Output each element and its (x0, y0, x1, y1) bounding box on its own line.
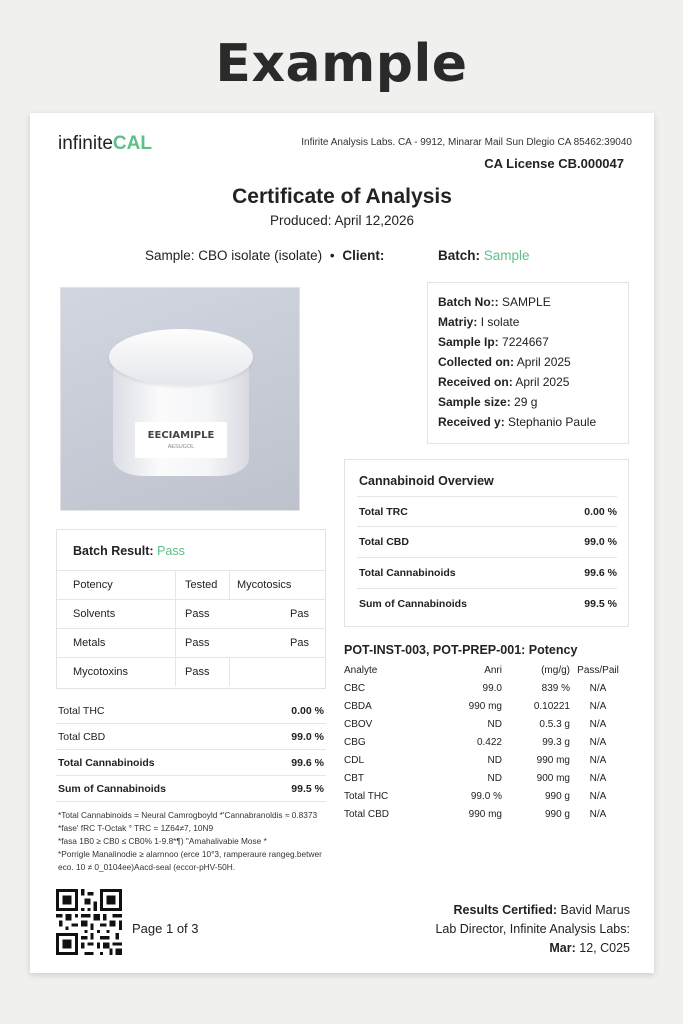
product-photo (60, 287, 300, 511)
totals-label: Sum of Cannabinoids (58, 783, 166, 795)
potency-cell: ND (487, 755, 502, 766)
result-cell: Mycotosics (237, 579, 292, 591)
potency-cell: 990 g (544, 809, 570, 820)
info-value: Stephanio Paule (508, 415, 597, 429)
result-row (57, 657, 325, 686)
info-label: Sample size: (438, 395, 511, 409)
info-label: Received y: (438, 415, 505, 429)
result-cell: Pass (185, 666, 210, 678)
overview-value: 0.00 % (584, 506, 617, 518)
potency-cell: 990 g (544, 791, 570, 802)
potency-cell: CBOV (344, 719, 373, 730)
overview-label: Total CBD (359, 536, 409, 548)
result-cell: Pass (185, 637, 210, 649)
result-row (57, 599, 325, 628)
lab-director-line: Lab Director, Infinite Analysis Labs: (435, 922, 630, 936)
batch-result-grid (57, 570, 325, 686)
logo-prefix: infinite (58, 133, 113, 154)
info-row-received (438, 375, 628, 395)
potency-header: Pass/Pail (577, 665, 619, 676)
potency-row (344, 735, 629, 753)
potency-cell: N/A (589, 683, 607, 694)
date-value: 12, C025 (579, 941, 630, 955)
info-value: April 2025 (516, 355, 571, 369)
certified-label: Results Certified: (453, 903, 558, 917)
potency-row (344, 789, 629, 807)
result-cell: Pas (290, 608, 309, 620)
batch-result-label: Batch Result: (73, 544, 154, 558)
certified-name: Bavid Marus (560, 903, 630, 917)
totals-label: Total CBD (58, 731, 106, 743)
info-label: Matriy: (438, 315, 478, 329)
potency-cell: 99.0 % (470, 791, 502, 802)
footnote-line: *Total Cannabinoids = Neural Camrogboyld *'Cannabranoldis ≈ 0.8373 (58, 810, 318, 820)
result-row (57, 570, 325, 599)
logo-suffix: CAL (112, 133, 152, 154)
overview-value: 99.0 % (584, 536, 617, 548)
potency-title: POT-INST-003, POT-PREP-001: Potency (344, 643, 578, 657)
totals-row (56, 698, 326, 724)
potency-row (344, 753, 629, 771)
potency-cell: 99.0 (482, 683, 502, 694)
overview-label: Sum of Cannabinoids (359, 598, 467, 610)
overview-value: 99.5 % (584, 598, 617, 610)
potency-header: Anri (484, 665, 502, 676)
totals-row (56, 724, 326, 750)
lab-address: Infirite Analysis Labs. CA - 9912, Minarar Mail Sun Dlegio CA 85462:39040 (301, 137, 632, 148)
date-label: Mar: (549, 941, 576, 955)
totals-value: 0.00 % (291, 705, 324, 717)
potency-cell: 0.422 (476, 737, 502, 748)
potency-cell: CBC (344, 683, 366, 694)
document-title: Certificate of Analysis (232, 185, 452, 208)
totals-value: 99.6 % (291, 757, 324, 769)
info-value: I solate (480, 315, 520, 329)
result-row (57, 628, 325, 657)
result-cell: Tested (185, 579, 218, 591)
certificate-sheet (30, 113, 654, 973)
potency-row (344, 771, 629, 789)
sample-info-box (427, 282, 629, 444)
potency-cell: 990 mg (468, 809, 502, 820)
license-label: CA License (484, 156, 555, 171)
batch-label: Batch: (438, 248, 481, 263)
totals-row (56, 776, 326, 802)
overview-label: Total TRC (359, 506, 408, 518)
potency-cell: N/A (589, 809, 607, 820)
certification-block (435, 901, 630, 958)
potency-cell: 990 mg (468, 701, 502, 712)
overview-row (357, 496, 617, 527)
overview-value: 99.6 % (584, 567, 617, 579)
result-cell: Potency (73, 579, 113, 591)
sample-value: CBO isolate (isolate) (198, 248, 323, 263)
footnote-line: *fasa 1B0 ≥ CB0 ≤ CB0% 1-9.8*¶) "Amahalivabie Mose * (58, 836, 267, 846)
totals-row (56, 750, 326, 776)
potency-cell: 0.10221 (533, 701, 570, 712)
footnotes (58, 809, 338, 874)
potency-cell: 839 % (541, 683, 570, 694)
license-number (484, 156, 624, 171)
jar-label (135, 422, 227, 458)
info-value: 7224667 (502, 335, 549, 349)
info-label: Batch No:: (438, 295, 499, 309)
potency-cell: CBT (344, 773, 364, 784)
overview-label: Total Cannabinoids (359, 567, 456, 579)
potency-cell: 99.3 g (542, 737, 570, 748)
info-row-received-by (438, 415, 628, 435)
brand-logo (58, 133, 152, 155)
qr-code-icon[interactable] (56, 889, 122, 955)
potency-cell: 900 mg (536, 773, 570, 784)
potency-cell: N/A (589, 755, 607, 766)
potency-cell: N/A (589, 791, 607, 802)
result-cell: Pass (185, 608, 210, 620)
page-number: Page 1 of 3 (132, 921, 199, 936)
batch-result-box (56, 529, 326, 689)
totals-label: Total THC (58, 705, 105, 717)
potency-row (344, 681, 629, 699)
potency-header-row (344, 663, 629, 681)
footnote-line: eco. 10 ≠ 0_0104ee)Aacd-seal (eccor-pHV-50H. (58, 862, 236, 872)
info-label: Received on: (438, 375, 513, 389)
potency-cell: N/A (589, 737, 607, 748)
info-row-matrix (438, 315, 628, 335)
potency-cell: Total CBD (344, 809, 390, 820)
client-label: Client: (342, 248, 385, 263)
license-value: CB.000047 (558, 156, 624, 171)
jar-label-subtext: AESUGOL (167, 444, 195, 450)
sample-line (145, 248, 384, 263)
totals-label: Total Cannabinoids (58, 757, 155, 769)
info-row-collected (438, 355, 628, 375)
info-label: Sample Ip: (438, 335, 499, 349)
totals-value: 99.5 % (291, 783, 324, 795)
info-row-batch-no (438, 295, 628, 315)
jar-lid (109, 329, 253, 385)
sample-label: Sample: (145, 248, 195, 263)
potency-header: (mg/g) (541, 665, 570, 676)
potency-table (344, 643, 629, 825)
potency-cell: CBDA (344, 701, 372, 712)
potency-cell: 0.5.3 g (539, 719, 570, 730)
footnote-line: *fase' fRC T-Octak ° TRC = 1Z64≠7, 10N9 (58, 823, 214, 833)
info-value: SAMPLE (502, 295, 551, 309)
info-value: 29 g (514, 395, 538, 409)
result-cell: Solvents (73, 608, 116, 620)
potency-header: Analyte (344, 665, 378, 676)
totals-table (56, 698, 326, 802)
potency-cell: N/A (589, 719, 607, 730)
produced-date: Produced: April 12,2026 (269, 213, 415, 228)
batch-line (438, 248, 530, 263)
potency-cell: N/A (589, 701, 607, 712)
certified-line (435, 901, 630, 920)
potency-cell: ND (487, 719, 502, 730)
potency-cell: ND (487, 773, 502, 784)
info-value: April 2025 (515, 375, 570, 389)
overview-row (357, 557, 617, 588)
result-cell: Pas (290, 637, 309, 649)
separator: • (329, 248, 335, 263)
certified-date-line (435, 939, 630, 958)
info-label: Collected on: (438, 355, 515, 369)
potency-cell: 990 mg (536, 755, 570, 766)
info-row-sample-id (438, 335, 628, 355)
batch-result-title (73, 544, 185, 558)
overview-row (357, 526, 617, 557)
info-row-sample-size (438, 395, 628, 415)
totals-value: 99.0 % (291, 731, 324, 743)
footnote-line: *Porrigle Manalinodie ≥ alarnnoo (erce 10°3, ramperaure rangeg.betwer (58, 849, 322, 859)
potency-row (344, 807, 629, 825)
potency-cell: N/A (589, 773, 607, 784)
potency-row (344, 717, 629, 735)
batch-result-status: Pass (157, 544, 185, 558)
result-cell: Mycotoxins (73, 666, 129, 678)
overview-row (357, 588, 617, 619)
example-banner: Example (215, 34, 468, 94)
jar-label-text: EECIAMIPLE (147, 430, 215, 441)
potency-cell: CDL (344, 755, 365, 766)
cannabinoid-overview (344, 459, 629, 627)
potency-row (344, 699, 629, 717)
potency-cell: Total THC (344, 791, 389, 802)
result-cell: Metals (73, 637, 106, 649)
overview-title: Cannabinoid Overview (359, 474, 494, 488)
potency-cell: CBG (344, 737, 366, 748)
batch-value: Sample (483, 248, 530, 263)
